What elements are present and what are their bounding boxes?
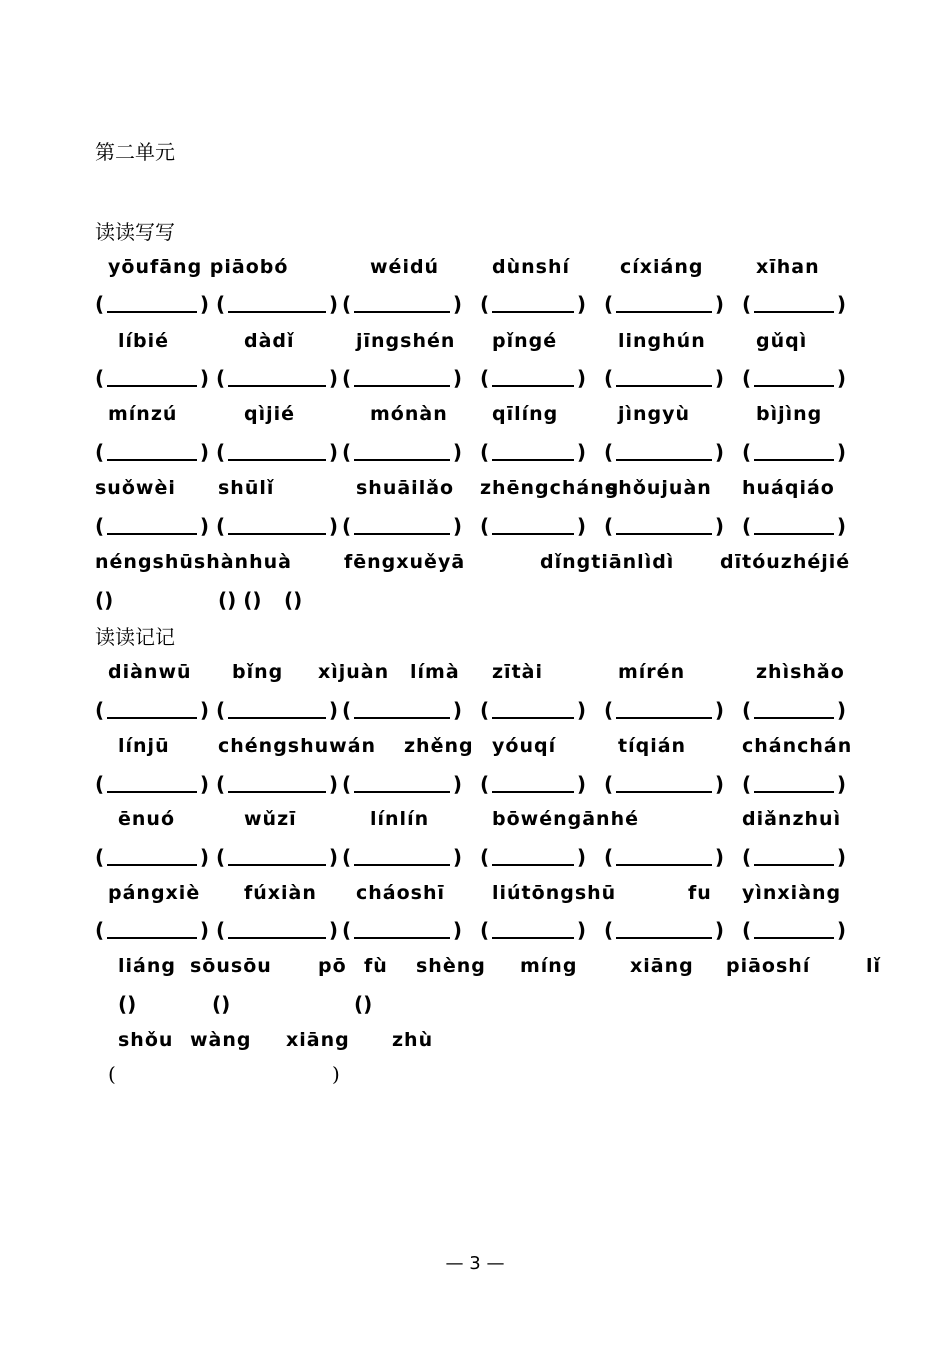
- part1-blanks-4: [0, 514, 950, 544]
- answer-blank[interactable]: ( ): [480, 440, 586, 464]
- part2-final-row: shǒu wàng xiāng zhù: [118, 1029, 434, 1051]
- part2-row-5-parens: () () (): [118, 992, 373, 1016]
- answer-blank[interactable]: ( ): [480, 772, 586, 796]
- answer-blank[interactable]: ( ): [216, 698, 338, 722]
- answer-blank[interactable]: ( ): [216, 366, 338, 390]
- answer-blank[interactable]: ( ): [216, 440, 338, 464]
- answer-blank[interactable]: ( ): [480, 514, 586, 538]
- section-title: 第二单元: [95, 140, 175, 164]
- answer-blank[interactable]: ( ): [342, 514, 462, 538]
- answer-blank[interactable]: ( ): [95, 292, 209, 316]
- answer-blank[interactable]: ( ): [95, 845, 209, 869]
- answer-blank[interactable]: ( ): [742, 440, 846, 464]
- answer-blank[interactable]: ( ): [742, 366, 846, 390]
- answer-blank[interactable]: ( ): [604, 440, 724, 464]
- answer-blank[interactable]: ( ): [342, 772, 462, 796]
- answer-blank[interactable]: ( ): [342, 440, 462, 464]
- answer-blank[interactable]: ( ): [742, 845, 846, 869]
- part2-row-5: liáng sōusōu pō fù shèng míng xiāng piāoshí lǐ: [118, 955, 882, 977]
- answer-blank[interactable]: ( ): [342, 366, 462, 390]
- page-number: — 3 —: [445, 1253, 505, 1274]
- part1-row-4: suǒwèi shūlǐ shuāilǎo zhēngcháng shǒujuàn huáqiáo: [95, 477, 835, 499]
- answer-blank[interactable]: ( ): [604, 514, 724, 538]
- answer-blank[interactable]: ( ): [216, 514, 338, 538]
- answer-blank[interactable]: ( ): [480, 698, 586, 722]
- answer-blank[interactable]: ( ): [342, 918, 462, 942]
- answer-blank[interactable]: ( ): [742, 698, 846, 722]
- answer-blank[interactable]: ( ): [95, 772, 209, 796]
- answer-blank[interactable]: ( ): [604, 845, 724, 869]
- answer-blank[interactable]: ( ): [480, 366, 586, 390]
- part2-row-4: pángxiè fúxiàn cháoshī liútōngshū fu yìnxiàng: [108, 882, 842, 904]
- part1-row-5: néngshūshànhuà fēngxuěyā dǐngtiānlìdì dītóuzhéjié: [95, 551, 851, 573]
- part1-blanks-2: [0, 366, 950, 396]
- answer-blank[interactable]: ( ): [480, 845, 586, 869]
- answer-blank[interactable]: ( ): [216, 845, 338, 869]
- answer-blank[interactable]: ( ): [604, 366, 724, 390]
- answer-blank[interactable]: ( ): [216, 292, 338, 316]
- part1-blanks-3: [0, 440, 950, 470]
- answer-blank[interactable]: ( ): [604, 772, 724, 796]
- part1-row-2: líbié dàdǐ jīngshén pǐngé linghún gǔqì: [118, 330, 808, 352]
- answer-blank[interactable]: ( ): [95, 918, 209, 942]
- answer-blank[interactable]: ( ): [604, 292, 724, 316]
- answer-blank[interactable]: ( ): [742, 918, 846, 942]
- part2-final-parens: ( ): [108, 1062, 340, 1086]
- part2-blanks-1: [0, 698, 950, 728]
- answer-blank[interactable]: ( ): [604, 918, 724, 942]
- answer-blank[interactable]: ( ): [216, 918, 338, 942]
- answer-blank[interactable]: ( ): [95, 366, 209, 390]
- part2-row-1: diànwū bǐng xìjuàn límà zītài mírén zhìshǎo: [108, 661, 845, 683]
- answer-blank[interactable]: ( ): [342, 698, 462, 722]
- part1-row-3: mínzú qìjié mónàn qīlíng jìngyù bìjìng: [108, 403, 823, 425]
- answer-blank[interactable]: ( ): [342, 292, 462, 316]
- answer-blank[interactable]: ( ): [604, 698, 724, 722]
- part2-row-2: línjū chéngshuwán zhěng yóuqí tíqián chánchán: [118, 735, 853, 757]
- answer-blank[interactable]: ( ): [95, 514, 209, 538]
- answer-blank[interactable]: ( ): [95, 440, 209, 464]
- part1-row-5-parens: () () () (): [95, 588, 303, 612]
- answer-blank[interactable]: ( ): [342, 845, 462, 869]
- answer-blank[interactable]: ( ): [95, 698, 209, 722]
- part1-row-1: yōufāng piāobó wéidú dùnshí cíxiáng xīhan: [108, 256, 820, 278]
- part2-blanks-4: [0, 918, 950, 948]
- part1-blanks-1: [0, 292, 950, 322]
- answer-blank[interactable]: ( ): [742, 514, 846, 538]
- answer-blank[interactable]: ( ): [480, 918, 586, 942]
- part2-blanks-3: [0, 845, 950, 875]
- answer-blank[interactable]: ( ): [480, 292, 586, 316]
- part2-blanks-2: [0, 772, 950, 802]
- answer-blank[interactable]: ( ): [216, 772, 338, 796]
- part2-row-3: ēnuó wǔzī línlín bōwéngānhé diǎnzhuì: [118, 808, 842, 830]
- answer-blank[interactable]: ( ): [742, 292, 846, 316]
- part1-title: 读读写写: [95, 220, 175, 244]
- part2-title: 读读记记: [95, 625, 175, 649]
- answer-blank[interactable]: ( ): [742, 772, 846, 796]
